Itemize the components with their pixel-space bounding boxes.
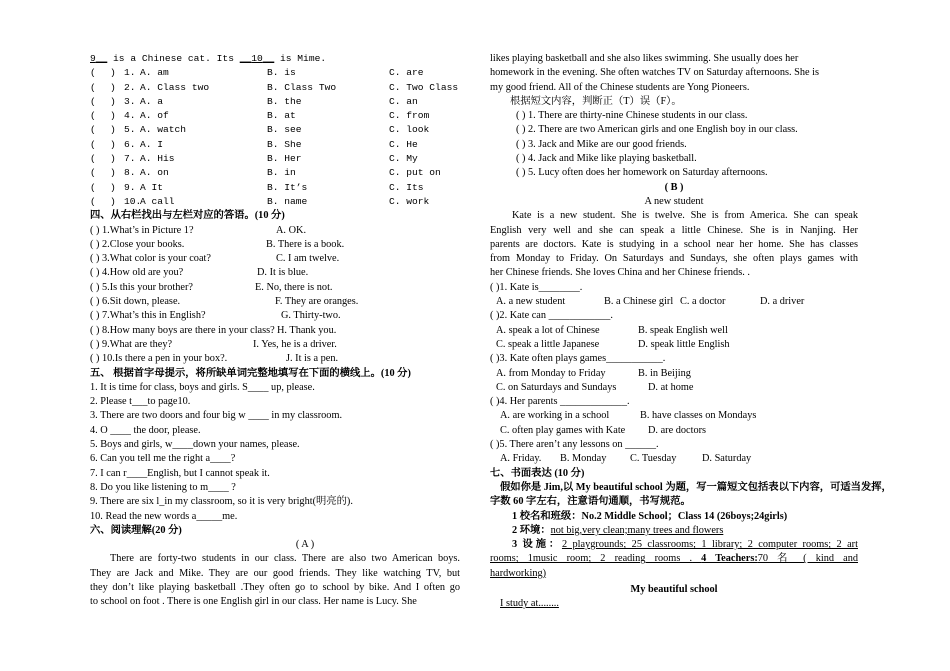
answer-bracket[interactable]: ( <box>90 181 96 193</box>
cloze-row <box>90 152 460 166</box>
fill-in-item: 3. There are two doors and four big w ____ in my classroom. <box>90 410 343 422</box>
matching-row <box>90 281 460 295</box>
option-c: C. from <box>389 110 430 122</box>
answer-bracket[interactable]: ( <box>90 195 96 207</box>
passage-a-line: to school on foot . There is one English girl in our class. Her name is Lucy. She <box>90 596 417 608</box>
passage-b <box>490 209 858 280</box>
mc-options-row <box>490 452 858 466</box>
matching-answer: I. Yes, he is a driver. <box>253 338 337 350</box>
option-c: C. an <box>389 95 418 107</box>
mc-option: B. a Chinese girl <box>604 296 674 308</box>
cloze-row <box>90 66 460 80</box>
matching-row <box>90 295 460 309</box>
option-c: C. Two Class <box>389 81 459 93</box>
matching-answer: H. Thank you. <box>277 324 337 336</box>
option-b: B. in <box>267 167 296 179</box>
option-a: A. watch <box>140 124 187 136</box>
passage-a-line: they don’t like playing basketball .They often go to school by bike. And I often go <box>90 581 460 593</box>
option-a: A. a <box>140 95 164 107</box>
mc-option: A. from Monday to Friday <box>496 367 606 379</box>
answer-bracket-close: ) <box>110 195 116 207</box>
passage-a-label: ( A ) <box>295 539 315 551</box>
mc-option: C. on Saturdays and Sundays <box>496 381 617 393</box>
matching-question: ( ) 7.What’s this in English? <box>90 310 206 322</box>
matching-row <box>90 352 460 366</box>
answer-bracket-close: ) <box>110 67 116 79</box>
option-c: C. Its <box>389 181 424 193</box>
tf-item: ( ) 2. There are two American girls and one English boy in our class. <box>516 124 798 136</box>
passage-a-continued <box>490 52 858 95</box>
section-4-title: 四、从右栏找出与左栏对应的答语。(10 分) <box>90 210 285 222</box>
option-a: A. I <box>140 138 164 150</box>
matching-row <box>90 338 460 352</box>
tf-item: ( ) 1. There are thirty-nine Chinese students in our class. <box>516 110 748 122</box>
cloze-number: 7. <box>124 153 136 165</box>
cloze-row <box>90 95 460 109</box>
passage-a-line: They are Jack and Mike. They are our good friends. They like watching TV, but <box>90 567 460 579</box>
mc-option: D. Saturday <box>702 453 752 465</box>
option-a: A. on <box>140 167 169 179</box>
mc-option: B. in Beijing <box>638 367 691 379</box>
passage-b-line: Kate is a new student. She is twelve. She is from America. She can speak <box>512 210 858 222</box>
cloze-number: 10. <box>124 195 142 207</box>
cloze-number: 6. <box>124 138 136 150</box>
tf-instruction: 根据短文内容，判断正（T）误（F）。 <box>510 95 682 107</box>
mc-option: C. Tuesday <box>630 453 677 465</box>
mc-options-row <box>490 424 858 438</box>
matching-answer: C. I am twelve. <box>276 253 340 265</box>
matching-question: ( ) 1.What’s in Picture 1? <box>90 224 194 236</box>
option-b: B. It’s <box>267 181 308 193</box>
matching-question: ( ) 6.Sit down, please. <box>90 296 181 308</box>
matching-question: ( ) 5.Is this your brother? <box>90 281 193 293</box>
fill-in-item: 5. Boys and girls, w____down your names, please. <box>90 439 300 451</box>
option-c: C. put on <box>389 167 441 179</box>
cloze-number: 1. <box>124 67 136 79</box>
writing-instruction-1: 假如你是 Jim,以 My beautiful school 为题，写一篇短文包括表以下内容，可适当发挥， <box>500 481 892 493</box>
mc-option: B. Monday <box>560 453 607 465</box>
matching-row <box>90 238 460 252</box>
section-6-title: 六、阅读理解(20 分) <box>90 524 182 536</box>
matching-question: ( ) 2.Close your books. <box>90 238 185 250</box>
passage-b-line: from Monday to Friday. On Saturdays and Sundays, she often plays games with <box>490 253 858 265</box>
option-c: C. are <box>389 67 424 79</box>
passage-a-line: likes playing basketball and she also likes swimming. She usually does her <box>490 53 799 64</box>
cloze-row <box>90 166 460 180</box>
mc-option: D. are doctors <box>648 424 707 436</box>
mc-question: ( )5. There aren’t any lessons on ______. <box>490 439 659 451</box>
matching-row <box>90 266 460 280</box>
cloze-row <box>90 181 460 195</box>
cloze-number: 9. <box>124 181 136 193</box>
option-a: A It <box>140 181 164 193</box>
cloze-number: 8. <box>124 167 136 179</box>
answer-bracket-close: ) <box>110 181 116 193</box>
option-b: B. Her <box>267 153 302 165</box>
passage-a-line: my good friend. All of the Chinese students are Yong Pioneers. <box>490 81 750 93</box>
passage-b-questions <box>490 281 858 467</box>
mc-option: B. have classes on Mondays <box>640 410 757 422</box>
mc-option: A. are working in a school <box>500 410 610 422</box>
mc-option: A. Friday. <box>500 453 542 465</box>
true-false-list <box>490 109 858 180</box>
matching-answer: B. There is a book. <box>266 238 345 250</box>
cloze-number: 5. <box>124 124 136 136</box>
answer-bracket-close: ) <box>110 167 116 179</box>
option-b: B. She <box>267 138 302 150</box>
option-a: A. of <box>140 110 169 122</box>
cloze-number: 4. <box>124 110 136 122</box>
matching-answer: G. Thirty-two. <box>281 310 341 322</box>
passage-a-line: There are forty-two students in our class. There are also two American boys. <box>110 553 460 565</box>
blank-9: 9 <box>90 53 96 64</box>
writing-instruction-2: 字数 60 字左右，注意语句通顺，书写规范。 <box>490 496 691 508</box>
passage-b-line: parents are doctors. Kate is studying in a school near her home. She has classes <box>490 238 858 250</box>
option-a: A. Class two <box>140 81 210 93</box>
fill-in-item: 6. Can you tell me the right a____? <box>90 453 236 465</box>
matching-row <box>90 224 460 238</box>
cloze-options <box>90 66 460 209</box>
option-c: C. look <box>389 124 430 136</box>
answer-bracket-close: ) <box>110 95 116 107</box>
option-a: A call <box>140 195 175 207</box>
mc-options-row <box>490 409 858 423</box>
mc-option: C. often play games with Kate <box>500 424 626 436</box>
option-b: B. name <box>267 195 308 207</box>
answer-bracket-close: ) <box>110 153 116 165</box>
passage-b-line: English very well and she can speak a little Chinese. She is in Nanjing. Her <box>490 224 858 236</box>
fill-in-item: 7. I can r____English, but I cannot speak it. <box>90 467 270 479</box>
cloze-row <box>90 109 460 123</box>
matching-question: ( ) 8.How many boys are there in your class? <box>90 324 275 336</box>
mc-options-row <box>490 295 858 309</box>
mc-option: D. speak little English <box>638 338 730 350</box>
writing-item-1: 1 校名和班级：No.2 Middle School；Class 14 (26boys;24girls) <box>512 510 788 522</box>
mc-option: A. speak a lot of Chinese <box>496 324 600 336</box>
cloze-row <box>90 123 460 137</box>
essay-title: My beautiful school <box>630 583 718 595</box>
option-c: C. My <box>389 153 418 165</box>
mc-option: C. a doctor <box>680 296 726 308</box>
answer-bracket-close: ) <box>110 124 116 136</box>
fill-in-item: 2. Please t___to page10. <box>90 396 191 408</box>
answer-bracket[interactable]: ( <box>90 138 96 150</box>
mc-option: C. speak a little Japanese <box>496 338 600 350</box>
cloze-row <box>90 81 460 95</box>
matching-answer: E. No, there is not. <box>255 281 333 293</box>
option-b: B. is <box>267 67 296 79</box>
matching-row <box>90 309 460 323</box>
mc-question: ( )4. Her parents _____________. <box>490 396 630 408</box>
mc-question: ( )1. Kate is________. <box>490 281 583 293</box>
mc-option: D. a driver <box>760 296 805 308</box>
mc-option: A. a new student <box>496 296 566 308</box>
mc-option: B. speak English well <box>638 324 728 336</box>
writing-item-3-line-3: hardworking) <box>490 567 547 579</box>
passage-ending: 9__ is a Chinese cat. Its __10__ is Mime. <box>90 53 327 64</box>
answer-bracket[interactable]: ( <box>90 110 96 122</box>
passage-a-line: homework in the evening. She often watches TV on Saturday afternoons. She is <box>490 67 820 79</box>
matching-row <box>90 324 460 338</box>
answer-bracket-close: ) <box>110 138 116 150</box>
tf-item: ( ) 3. Jack and Mike are our good friends. <box>516 138 687 150</box>
tf-item: ( ) 4. Jack and Mike like playing basketball. <box>516 153 697 165</box>
option-b: B. Class Two <box>267 81 337 93</box>
writing-item-2: 2 环境：not big,very clean;many trees and flowers <box>512 524 724 536</box>
matching-list <box>90 224 460 367</box>
answer-bracket[interactable]: ( <box>90 153 96 165</box>
fill-in-item: 10. Read the new words a_____me. <box>90 510 238 522</box>
matching-question: ( ) 9.What are they? <box>90 338 173 350</box>
mc-options-row <box>490 338 858 352</box>
mc-options-row <box>490 381 858 395</box>
fill-in-item: 1. It is time for class, boys and girls. S____ up, please. <box>90 381 315 393</box>
answer-bracket[interactable]: ( <box>90 81 96 93</box>
fill-in-item: 4. O ____ the door, please. <box>90 424 201 436</box>
option-a: A. His <box>140 153 175 165</box>
mc-question: ( )2. Kate can ____________. <box>490 310 613 322</box>
cloze-number: 2. <box>124 81 136 93</box>
matching-answer: A. OK. <box>276 224 307 236</box>
mc-option: D. at home <box>648 381 694 393</box>
answer-bracket[interactable]: ( <box>90 167 96 179</box>
option-b: B. the <box>267 95 302 107</box>
answer-bracket[interactable]: ( <box>90 95 96 107</box>
option-b: B. at <box>267 110 296 122</box>
answer-bracket-close: ) <box>110 110 116 122</box>
mc-question: ( )3. Kate often plays games___________. <box>490 353 666 365</box>
option-c: C. He <box>389 138 418 150</box>
matching-row <box>90 252 460 266</box>
matching-question: ( ) 4.How old are you? <box>90 267 184 279</box>
cloze-row <box>90 195 460 209</box>
writing-item-3-line-2: rooms; 1music room; 2 reading rooms . 4 Teachers:70 名 ( kind and <box>490 553 858 565</box>
blank-10: 10 <box>251 53 263 64</box>
passage-b-label: ( B ) <box>664 181 684 193</box>
fill-in-list <box>90 381 460 524</box>
left-column <box>90 52 460 610</box>
section-5-title: 五、 根据首字母提示，将所缺单词完整地填写在下面的横线上。(10 分) <box>90 367 411 379</box>
mc-options-row <box>490 324 858 338</box>
mc-options-row <box>490 367 858 381</box>
essay-start: I study at........ <box>500 598 559 610</box>
matching-question: ( ) 10.Is there a pen in your box?. <box>90 353 228 365</box>
right-column <box>490 52 892 612</box>
matching-answer: D. It is blue. <box>257 267 309 279</box>
option-c: C. work <box>389 195 430 207</box>
answer-bracket-close: ) <box>110 81 116 93</box>
writing-item-3-line-1: 3 设施：2 playgrounds; 25 classrooms; 1 library; 2 computer rooms; 2 art <box>512 539 858 551</box>
passage-b-line: her Chinese friends. She loves China and her Chinese friends. . <box>490 267 750 279</box>
passage-a <box>90 552 460 609</box>
option-b: B. see <box>267 124 302 136</box>
option-a: A. am <box>140 67 169 79</box>
fill-in-item: 8. Do you like listening to m____ ? <box>90 481 236 493</box>
section-7-title: 七、书面表达 (10 分) <box>490 467 585 479</box>
matching-answer: F. They are oranges. <box>275 296 359 308</box>
matching-answer: J. It is a pen. <box>286 353 339 365</box>
answer-bracket[interactable]: ( <box>90 67 96 79</box>
passage-b-title: A new student <box>644 195 704 207</box>
cloze-number: 3. <box>124 95 136 107</box>
cloze-row <box>90 138 460 152</box>
matching-question: ( ) 3.What color is your coat? <box>90 253 211 265</box>
tf-item: ( ) 5. Lucy often does her homework on Saturday afternoons. <box>516 167 768 179</box>
fill-in-item: 9. There are six l_in my classroom, so it is very bright(明亮的). <box>90 496 353 508</box>
answer-bracket[interactable]: ( <box>90 124 96 136</box>
